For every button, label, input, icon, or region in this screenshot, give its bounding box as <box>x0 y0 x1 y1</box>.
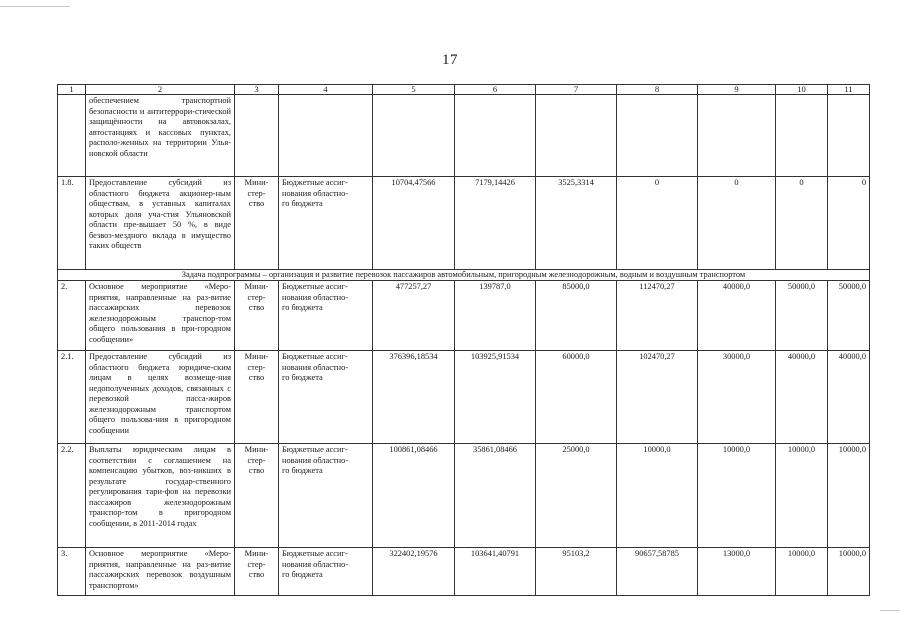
executor <box>235 95 279 177</box>
value-year: 10000,0 <box>617 444 698 548</box>
value-total: 322402,19576 <box>373 548 455 596</box>
executor: Мини- стер- ство <box>235 281 279 351</box>
funding-source: Бюджетные ассиг- нования областно- го бюджета <box>279 281 373 351</box>
activity-description: Основное мероприятие «Меро-приятия, направленные на раз-витие пассажирских перевозок железнодорожным транспор-том общего пользования в при-городном сообщении» <box>86 281 235 351</box>
executor: Мини- стер- ство <box>235 177 279 270</box>
column-header: 7 <box>536 85 617 95</box>
value-total: 477257,27 <box>373 281 455 351</box>
value-year: 50000,0 <box>828 281 870 351</box>
value-year: 139787,0 <box>455 281 536 351</box>
value-total: 10704,47566 <box>373 177 455 270</box>
value-year: 40000,0 <box>828 351 870 444</box>
value-year: 35861,08466 <box>455 444 536 548</box>
value-total <box>373 95 455 177</box>
value-year <box>828 95 870 177</box>
scan-edge-mark <box>880 610 900 611</box>
column-header: 6 <box>455 85 536 95</box>
activity-description: Предоставление субсидий из областного бюджета юридиче-ским лицам в целях возмеще-ния недополученных доходов, связанных с перевозкой пасса-жиров железнодорожным транспортом общего пользова-ния в пригородном сообщении <box>86 351 235 444</box>
value-year: 25000,0 <box>536 444 617 548</box>
column-header: 5 <box>373 85 455 95</box>
value-year: 60000,0 <box>536 351 617 444</box>
value-year: 50000,0 <box>776 281 828 351</box>
column-header: 9 <box>698 85 776 95</box>
scan-edge-mark <box>0 6 70 7</box>
program-table <box>57 84 870 596</box>
activity-description: Основное мероприятие «Меро-приятия, направленные на раз-витие пассажирских перевозок воздушным транспортом» <box>86 548 235 596</box>
executor: Мини- стер- ство <box>235 548 279 596</box>
value-year <box>617 95 698 177</box>
column-header: 3 <box>235 85 279 95</box>
value-year: 0 <box>617 177 698 270</box>
value-year: 103925,91534 <box>455 351 536 444</box>
row-number: 2.1. <box>58 351 86 444</box>
row-number <box>58 95 86 177</box>
activity-description: обеспечением транспортной безопасности и антитеррори-стической защищённости на автовокзалах, автостанциях и кассовых пунктах, располо-женных на территории Улья-новской области <box>86 95 235 177</box>
value-year: 0 <box>776 177 828 270</box>
funding-source: Бюджетные ассиг- нования областно- го бюджета <box>279 548 373 596</box>
value-year: 0 <box>828 177 870 270</box>
value-year: 13000,0 <box>698 548 776 596</box>
header-row <box>58 85 870 95</box>
executor: Мини- стер- ство <box>235 444 279 548</box>
funding-source: Бюджетные ассиг- нования областно- го бюджета <box>279 444 373 548</box>
value-year: 10000,0 <box>776 548 828 596</box>
table-row <box>58 95 870 177</box>
table-row <box>58 548 870 596</box>
value-total: 100861,08466 <box>373 444 455 548</box>
value-year: 7179,14426 <box>455 177 536 270</box>
value-year: 30000,0 <box>698 351 776 444</box>
activity-description: Выплаты юридическим лицам в соответствии с соглашением на компенсацию убытков, воз-никших в результате государ-ственного регулирования тари-фов на перевозки пассажиров железнодорожным транспор-том в пригородном сообщении, в 2011-2014 годах <box>86 444 235 548</box>
value-year: 40000,0 <box>698 281 776 351</box>
column-header: 1 <box>58 85 86 95</box>
subprogram-task-row <box>58 270 870 281</box>
value-year <box>776 95 828 177</box>
value-year: 40000,0 <box>776 351 828 444</box>
value-year: 102470,27 <box>617 351 698 444</box>
column-header: 4 <box>279 85 373 95</box>
column-header: 8 <box>617 85 698 95</box>
column-header: 10 <box>776 85 828 95</box>
executor: Мини- стер- ство <box>235 351 279 444</box>
activity-description: Предоставление субсидий из областного бюджета акционер-ным обществам, в уставных капиталах которых доля уча-стия Ульяновской области пре-вышает 50 %, в виде безвоз-мездного вклада в имущество таких обществ <box>86 177 235 270</box>
funding-source: Бюджетные ассиг- нования областно- го бюджета <box>279 177 373 270</box>
page-number: 17 <box>442 52 458 68</box>
subprogram-task: Задача подпрограммы – организация и развитие перевозок пассажиров автомобильным, пригородным железнодорожным, водным и воздушным транспортом <box>58 270 870 281</box>
value-year: 0 <box>698 177 776 270</box>
value-year <box>536 95 617 177</box>
value-year: 3525,3314 <box>536 177 617 270</box>
value-year: 10000,0 <box>828 444 870 548</box>
row-number: 2. <box>58 281 86 351</box>
value-year: 103641,40791 <box>455 548 536 596</box>
funding-source <box>279 95 373 177</box>
value-year: 90657,58785 <box>617 548 698 596</box>
value-year: 10000,0 <box>698 444 776 548</box>
value-total: 376396,18534 <box>373 351 455 444</box>
table-row <box>58 281 870 351</box>
value-year: 10000,0 <box>776 444 828 548</box>
value-year: 85000,0 <box>536 281 617 351</box>
row-number: 3. <box>58 548 86 596</box>
column-header: 11 <box>828 85 870 95</box>
table-row <box>58 351 870 444</box>
value-year: 112470,27 <box>617 281 698 351</box>
value-year <box>455 95 536 177</box>
value-year <box>698 95 776 177</box>
row-number: 1.8. <box>58 177 86 270</box>
row-number: 2.2. <box>58 444 86 548</box>
value-year: 10000,0 <box>828 548 870 596</box>
column-header: 2 <box>86 85 235 95</box>
funding-source: Бюджетные ассиг- нования областно- го бюджета <box>279 351 373 444</box>
value-year: 95103,2 <box>536 548 617 596</box>
table-row <box>58 444 870 548</box>
table-row <box>58 177 870 270</box>
